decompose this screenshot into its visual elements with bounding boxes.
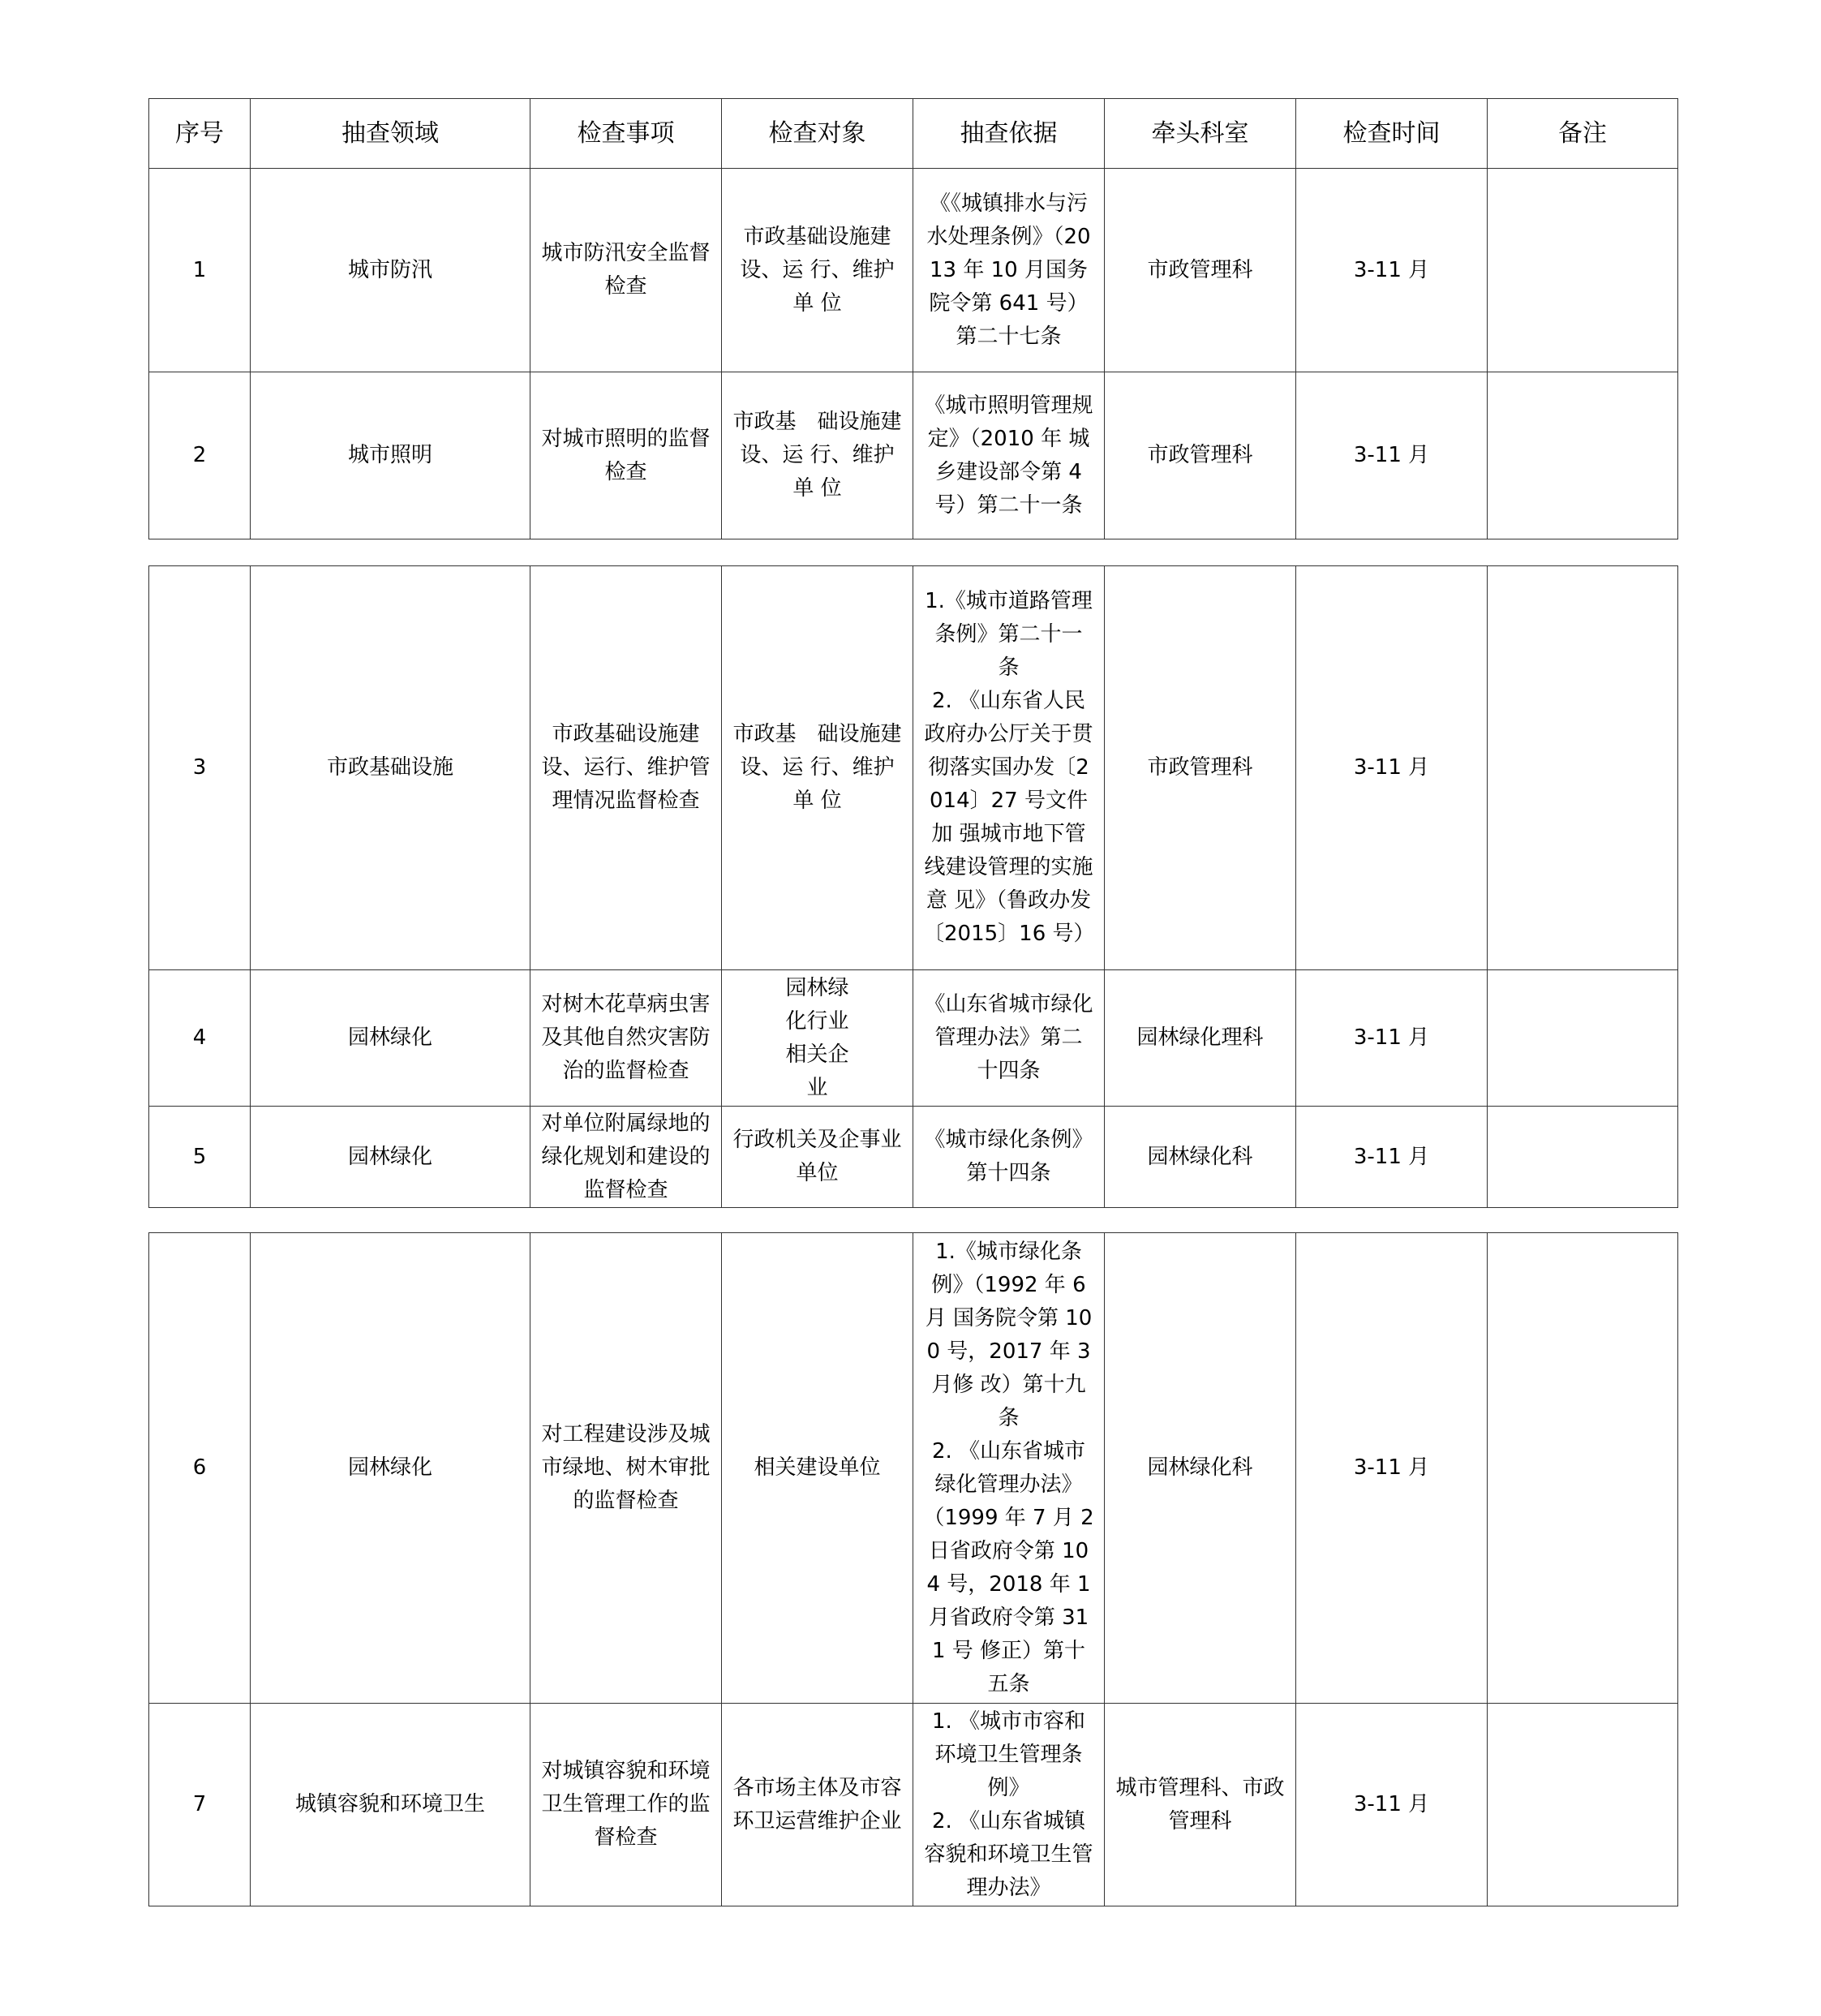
- cell-note: [1488, 1704, 1678, 1906]
- cell-no: 4: [149, 970, 251, 1107]
- cell-basis: 1. 《城市市容和环境卫生管理条例》 2. 《山东省城镇容貌和环境卫生管 理办法》: [913, 1704, 1105, 1906]
- cell-no: 5: [149, 1107, 251, 1208]
- header-basis: 抽查依据: [913, 99, 1105, 169]
- cell-field: 城市照明: [251, 372, 530, 539]
- table-row: [149, 970, 1678, 1107]
- cell-item: 对城市照明的监督检查: [530, 372, 722, 539]
- cell-time: 3-11 月: [1296, 1107, 1488, 1208]
- cell-no: 1: [149, 169, 251, 372]
- header-note: 备注: [1488, 99, 1678, 169]
- cell-time: 3-11 月: [1296, 566, 1488, 970]
- header-time: 检查时间: [1296, 99, 1488, 169]
- cell-time: 3-11 月: [1296, 169, 1488, 372]
- cell-note: [1488, 566, 1678, 970]
- cell-basis: 《城市照明管理规定》（2010 年 城 乡建设部令第 4 号）第二十一条: [913, 372, 1105, 539]
- cell-note: [1488, 1107, 1678, 1208]
- cell-no: 3: [149, 566, 251, 970]
- inspection-table-2: [148, 565, 1678, 1208]
- cell-target: 相关建设单位: [722, 1233, 913, 1704]
- table-row: [149, 1107, 1678, 1208]
- cell-no: 7: [149, 1704, 251, 1906]
- cell-basis: 《《城镇排水与污水处理条例》（2013 年 10 月国务院令第 641 号）第二十七条: [913, 169, 1105, 372]
- header-no: 序号: [149, 99, 251, 169]
- cell-note: [1488, 1233, 1678, 1704]
- cell-item: 市政基础设施建设、运行、维护管理情况监督检查: [530, 566, 722, 970]
- cell-field: 城市防汛: [251, 169, 530, 372]
- cell-target: 行政机关及企事业单位: [722, 1107, 913, 1208]
- cell-item: 对城镇容貌和环境卫生管理工作的监督检查: [530, 1704, 722, 1906]
- cell-field: 园林绿化: [251, 1107, 530, 1208]
- cell-item: 对工程建设涉及城 市绿地、树木审批的监督检查: [530, 1233, 722, 1704]
- cell-dept: 园林绿化科: [1105, 1107, 1296, 1208]
- cell-field: 城镇容貌和环境卫生: [251, 1704, 530, 1906]
- cell-dept: 市政管理科: [1105, 169, 1296, 372]
- cell-basis: 1.《城市道路管理条例》第二十一 条 2. 《山东省人民政府办公厅关于贯 彻落实国办发〔2014〕27 号文件加 强城市地下管线建设管理的实施意 见》（鲁政办发〔2015〕16 号）: [913, 566, 1105, 970]
- cell-note: [1488, 372, 1678, 539]
- table-header-row: [149, 99, 1678, 169]
- table-row: [149, 169, 1678, 372]
- inspection-table-1: [148, 98, 1678, 539]
- cell-item: 对单位附属绿地的 绿化规划和建设的监督检查: [530, 1107, 722, 1208]
- cell-time: 3-11 月: [1296, 1704, 1488, 1906]
- cell-target: 市政基 础设施建设、运 行、维护单 位: [722, 566, 913, 970]
- cell-time: 3-11 月: [1296, 1233, 1488, 1704]
- cell-target: 市政基础设施建设、运 行、维护单 位: [722, 169, 913, 372]
- cell-basis: 《山东省城市绿化管理办法》第二 十四条: [913, 970, 1105, 1107]
- cell-dept: 市政管理科: [1105, 372, 1296, 539]
- cell-field: 园林绿化: [251, 970, 530, 1107]
- header-target: 检查对象: [722, 99, 913, 169]
- cell-time: 3-11 月: [1296, 372, 1488, 539]
- cell-no: 6: [149, 1233, 251, 1704]
- cell-time: 3-11 月: [1296, 970, 1488, 1107]
- cell-dept: 园林绿化科: [1105, 1233, 1296, 1704]
- cell-field: 园林绿化: [251, 1233, 530, 1704]
- inspection-table-3: [148, 1232, 1678, 1906]
- table-row: [149, 1704, 1678, 1906]
- cell-item: 城市防汛安全监督 检查: [530, 169, 722, 372]
- table-row: [149, 566, 1678, 970]
- cell-target: 市政基 础设施建设、运 行、维护单 位: [722, 372, 913, 539]
- cell-basis: 《城市绿化条例》第十四条: [913, 1107, 1105, 1208]
- cell-target: 园林绿 化行业 相关企 业: [722, 970, 913, 1107]
- cell-target: 各市场主体及市容环卫运营维护企业: [722, 1704, 913, 1906]
- cell-no: 2: [149, 372, 251, 539]
- table-row: [149, 372, 1678, 539]
- header-field: 抽查领域: [251, 99, 530, 169]
- cell-note: [1488, 169, 1678, 372]
- header-dept: 牵头科室: [1105, 99, 1296, 169]
- cell-basis: 1.《城市绿化条例》（1992 年 6 月 国务院令第 100 号，2017 年 3 月修 改）第十九条 2. 《山东省城市绿化管理办法》（1999 年 7 月 2 日省政府令第 104 号，2018 年 1 月省政府令第 311 号 修正）第十五条: [913, 1233, 1105, 1704]
- cell-field: 市政基础设施: [251, 566, 530, 970]
- cell-note: [1488, 970, 1678, 1107]
- cell-dept: 城市管理科、市政管理科: [1105, 1704, 1296, 1906]
- cell-item: 对树木花草病虫害及其他自然灾害防治的监督检查: [530, 970, 722, 1107]
- cell-dept: 市政管理科: [1105, 566, 1296, 970]
- cell-dept: 园林绿化理科: [1105, 970, 1296, 1107]
- table-row: [149, 1233, 1678, 1704]
- header-item: 检查事项: [530, 99, 722, 169]
